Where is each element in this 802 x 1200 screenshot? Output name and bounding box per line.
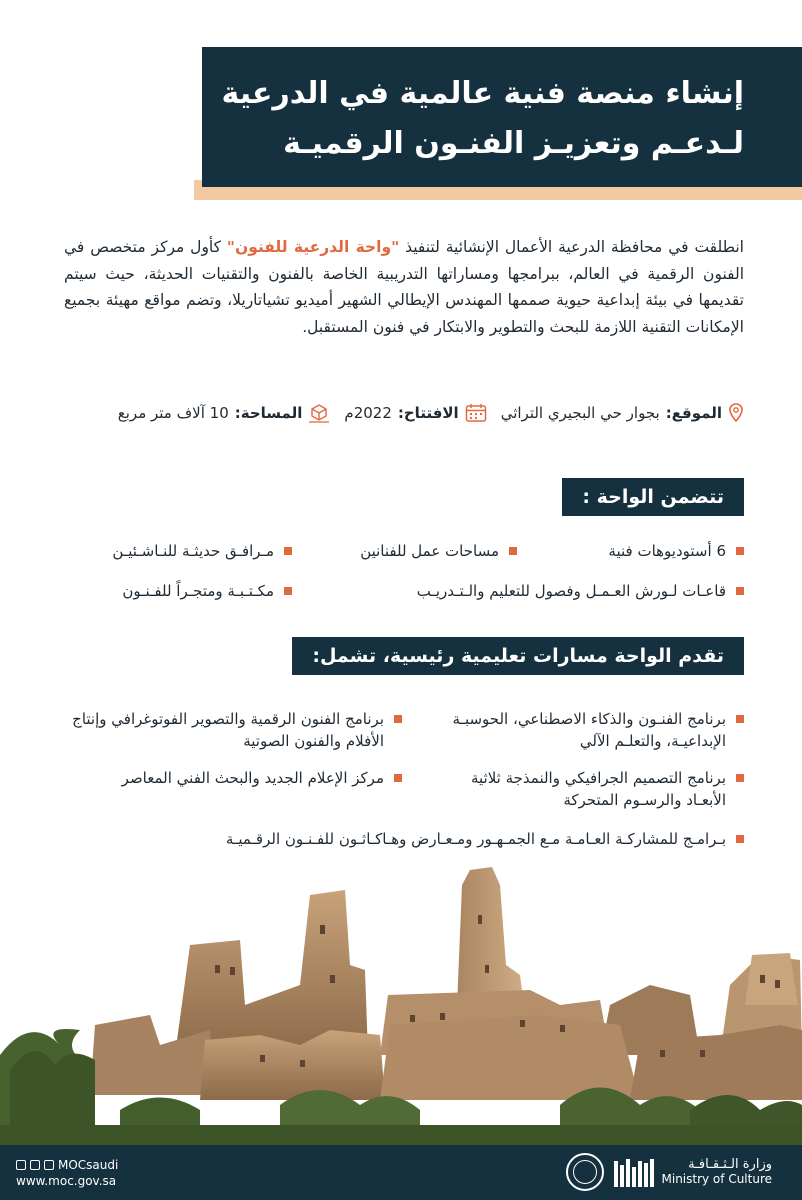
- bullet-icon: [736, 587, 744, 595]
- intro-text-start: انطلقت في محافظة الدرعية الأعمال الإنشائية لتنفيذ: [399, 238, 744, 256]
- bullet-icon: [394, 774, 402, 782]
- twitter-icon: [44, 1160, 54, 1170]
- section2-heading: [292, 637, 744, 675]
- location-value: بجوار حي البجيري التراثي: [500, 404, 660, 422]
- location-label: الموقع:: [665, 404, 722, 422]
- area-label: المساحة:: [234, 404, 303, 422]
- list-item: [57, 708, 402, 752]
- bullet-icon: [736, 547, 744, 555]
- title-line-1: إنشاء منصة فنية عالمية في الدرعية: [221, 76, 744, 111]
- bullet-icon: [284, 587, 292, 595]
- location-pin-icon: [728, 403, 744, 423]
- section2-title: تقدم الواحة مسارات تعليمية رئيسية، تشمل:: [312, 645, 724, 667]
- social-handle-row: [16, 1157, 118, 1173]
- intro-text-end: كأول مركز متخصص في الفنون الرقمية في العالم، ببرامجها ومساراتها التدريبية الخاصة بالفنون والتقنيات الحديثة، حيث سيتم تقديمها في بيئة إبداعية حيوية صممها المهندس الإيطالي الشهير أميديو تشياتاريلا، وتضم مواقع مهيئة بجميع الإمكانات التقنية اللازمة للبحث والتطوير والابتكار في فنون المستقبل.: [64, 238, 744, 336]
- section1-item-5: مكـتـبـة ومتجـراً للفـنـون: [122, 582, 274, 600]
- bullet-icon: [736, 774, 744, 782]
- area-cube-icon: [308, 403, 330, 423]
- footer-social: [16, 1157, 118, 1189]
- list-item: [444, 708, 744, 752]
- section1-item-1: 6 أستوديوهات فنية: [608, 542, 726, 560]
- list-item: [122, 580, 292, 602]
- list-item: [57, 767, 402, 789]
- footer-logos: [566, 1153, 773, 1191]
- title-line-2: لـدعـم وتعزيـز الفنـون الرقميـة: [283, 126, 744, 161]
- list-item: [444, 767, 744, 811]
- title-block: [202, 47, 802, 202]
- list-item: [54, 828, 744, 850]
- section2-item-4: مركز الإعلام الجديد والبحث الفني المعاصر: [121, 769, 384, 787]
- section2-item-5: بـرامـج للمشاركـة العـامـة مـع الجمـهـور ومـعـارض وهـاكـاثـون للفـنـون الرقـميـة: [225, 830, 726, 848]
- opening-label: الافتتاح:: [397, 404, 459, 422]
- list-item: [608, 540, 744, 562]
- area-value: 10 آلاف متر مربع: [117, 404, 229, 422]
- diriyah-ruins-illustration: [0, 855, 802, 1145]
- section1-item-3: مـرافـق حديثـة للنـاشـئيـن: [112, 542, 274, 560]
- instagram-icon: [16, 1160, 26, 1170]
- opening-value: 2022م: [344, 404, 392, 422]
- snapchat-icon: [30, 1160, 40, 1170]
- fact-location: [501, 403, 744, 423]
- national-seal-icon: [566, 1153, 604, 1191]
- ministry-logo: [614, 1157, 773, 1187]
- calendar-icon: [465, 403, 487, 423]
- section1-title: تتضمن الواحة :: [582, 486, 724, 508]
- bullet-icon: [394, 715, 402, 723]
- list-item: [417, 580, 744, 602]
- ministry-name-ar: وزارة الـثـقـافـة: [688, 1157, 772, 1172]
- title-box: [202, 47, 802, 187]
- section1-item-4: قاعـات لـورش العـمـل وفصول للتعليم والـتـدريـب: [416, 582, 726, 600]
- list-item: [360, 540, 517, 562]
- ministry-bars-icon: [614, 1157, 654, 1187]
- facts-row: [54, 403, 744, 423]
- bullet-icon: [736, 715, 744, 723]
- intro-paragraph: [64, 234, 744, 340]
- section1-item-2: مساحات عمل للفنانين: [360, 542, 499, 560]
- fact-area: [118, 403, 331, 423]
- footer: [0, 1145, 802, 1200]
- bullet-icon: [736, 835, 744, 843]
- bullet-icon: [284, 547, 292, 555]
- fact-opening: [344, 403, 486, 423]
- section2-item-2: برنامج الفنون الرقمية والتصوير الفوتوغرافي وإنتاج الأفلام والفنون الصوتية: [72, 710, 384, 750]
- list-item: [112, 540, 292, 562]
- ministry-name-en: Ministry of Culture: [661, 1172, 772, 1186]
- section1-heading: [562, 478, 744, 516]
- website-link[interactable]: www.moc.gov.sa: [16, 1174, 117, 1188]
- intro-highlight: "واحة الدرعية للفنون": [226, 238, 400, 256]
- social-handle[interactable]: MOCsaudi: [58, 1158, 119, 1172]
- section2-item-3: برنامج التصميم الجرافيكي والنمذجة ثلاثية الأبعـاد والرسـوم المتحركة: [470, 769, 726, 809]
- bullet-icon: [509, 547, 517, 555]
- section2-item-1: برنامج الفنـون والذكاء الاصطناعي، الحوسبـة الإبداعيـة، والتعلـم الآلي: [452, 710, 726, 750]
- ministry-text: [662, 1157, 773, 1187]
